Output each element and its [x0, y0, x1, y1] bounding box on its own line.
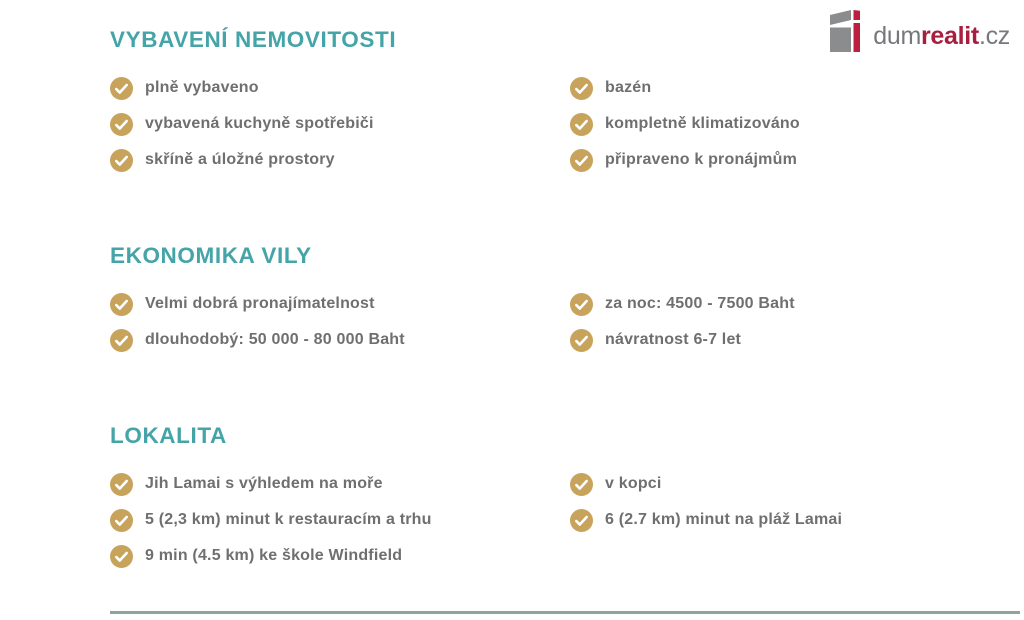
- section-title: EKONOMIKA VILY: [110, 243, 312, 268]
- list-item: [570, 70, 800, 106]
- dumrealit-logo: [829, 8, 1010, 53]
- list-item: [110, 502, 570, 538]
- list-item: [570, 322, 795, 358]
- check-circle-icon: [570, 473, 593, 496]
- check-circle-icon: [570, 509, 593, 532]
- check-circle-icon: [570, 77, 593, 100]
- list-item-label: Jih Lamai s výhledem na moře: [145, 475, 383, 492]
- dumrealit-box-icon: [829, 8, 864, 53]
- list-item-label: v kopci: [605, 475, 662, 492]
- section-ekonomika-vily: [110, 244, 1024, 358]
- logo-text-dum: dum: [873, 22, 921, 50]
- list-item: [570, 142, 800, 178]
- check-circle-icon: [570, 329, 593, 352]
- column-left: [110, 70, 570, 178]
- list-item-label: připraveno k pronájmům: [605, 151, 797, 168]
- column-left: [110, 466, 570, 574]
- list-item-label: kompletně klimatizováno: [605, 115, 800, 132]
- list-item-label: 5 (2,3 km) minut k restauracím a trhu: [145, 511, 432, 528]
- column-left: [110, 286, 570, 358]
- check-circle-icon: [110, 77, 133, 100]
- list-item: [570, 466, 842, 502]
- list-item-label: za noc: 4500 - 7500 Baht: [605, 295, 795, 312]
- column-right: [570, 70, 800, 178]
- list-item: [110, 70, 570, 106]
- check-circle-icon: [110, 113, 133, 136]
- section-title: LOKALITA: [110, 423, 227, 448]
- section-lokalita: [110, 424, 1024, 574]
- list-item-label: skříně a úložné prostory: [145, 151, 335, 168]
- column-right: [570, 286, 795, 358]
- check-circle-icon: [570, 149, 593, 172]
- column-right: [570, 466, 842, 574]
- list-item-label: dlouhodobý: 50 000 - 80 000 Baht: [145, 331, 405, 348]
- list-item-label: 6 (2.7 km) minut na pláž Lamai: [605, 511, 843, 528]
- list-item: [110, 538, 570, 574]
- section-columns: [110, 70, 1024, 178]
- check-circle-icon: [570, 113, 593, 136]
- section-title: VYBAVENÍ NEMOVITOSTI: [110, 27, 397, 52]
- list-item-label: Velmi dobrá pronajímatelnost: [145, 295, 375, 312]
- check-circle-icon: [570, 293, 593, 316]
- check-circle-icon: [110, 509, 133, 532]
- bottom-divider: [110, 611, 1020, 614]
- logo-text-realit: realit: [920, 22, 979, 50]
- section-columns: [110, 466, 1024, 574]
- list-item: [570, 106, 800, 142]
- list-item-label: 9 min (4.5 km) ke škole Windfield: [145, 547, 403, 564]
- check-circle-icon: [110, 329, 133, 352]
- list-item: [110, 142, 570, 178]
- logo-wordmark: [873, 24, 1010, 53]
- list-item-label: návratnost 6-7 let: [605, 331, 742, 348]
- list-item-label: vybavená kuchyně spotřebiči: [145, 115, 374, 132]
- check-circle-icon: [110, 473, 133, 496]
- list-item-label: plně vybaveno: [145, 79, 259, 96]
- section-columns: [110, 286, 1024, 358]
- list-item: [110, 286, 570, 322]
- check-circle-icon: [110, 149, 133, 172]
- list-item-label: bazén: [605, 79, 652, 96]
- list-item: [570, 286, 795, 322]
- list-item: [110, 106, 570, 142]
- list-item: [570, 502, 842, 538]
- check-circle-icon: [110, 293, 133, 316]
- check-circle-icon: [110, 545, 133, 568]
- list-item: [110, 322, 570, 358]
- logo-text-cz: .cz: [978, 22, 1010, 50]
- list-item: [110, 466, 570, 502]
